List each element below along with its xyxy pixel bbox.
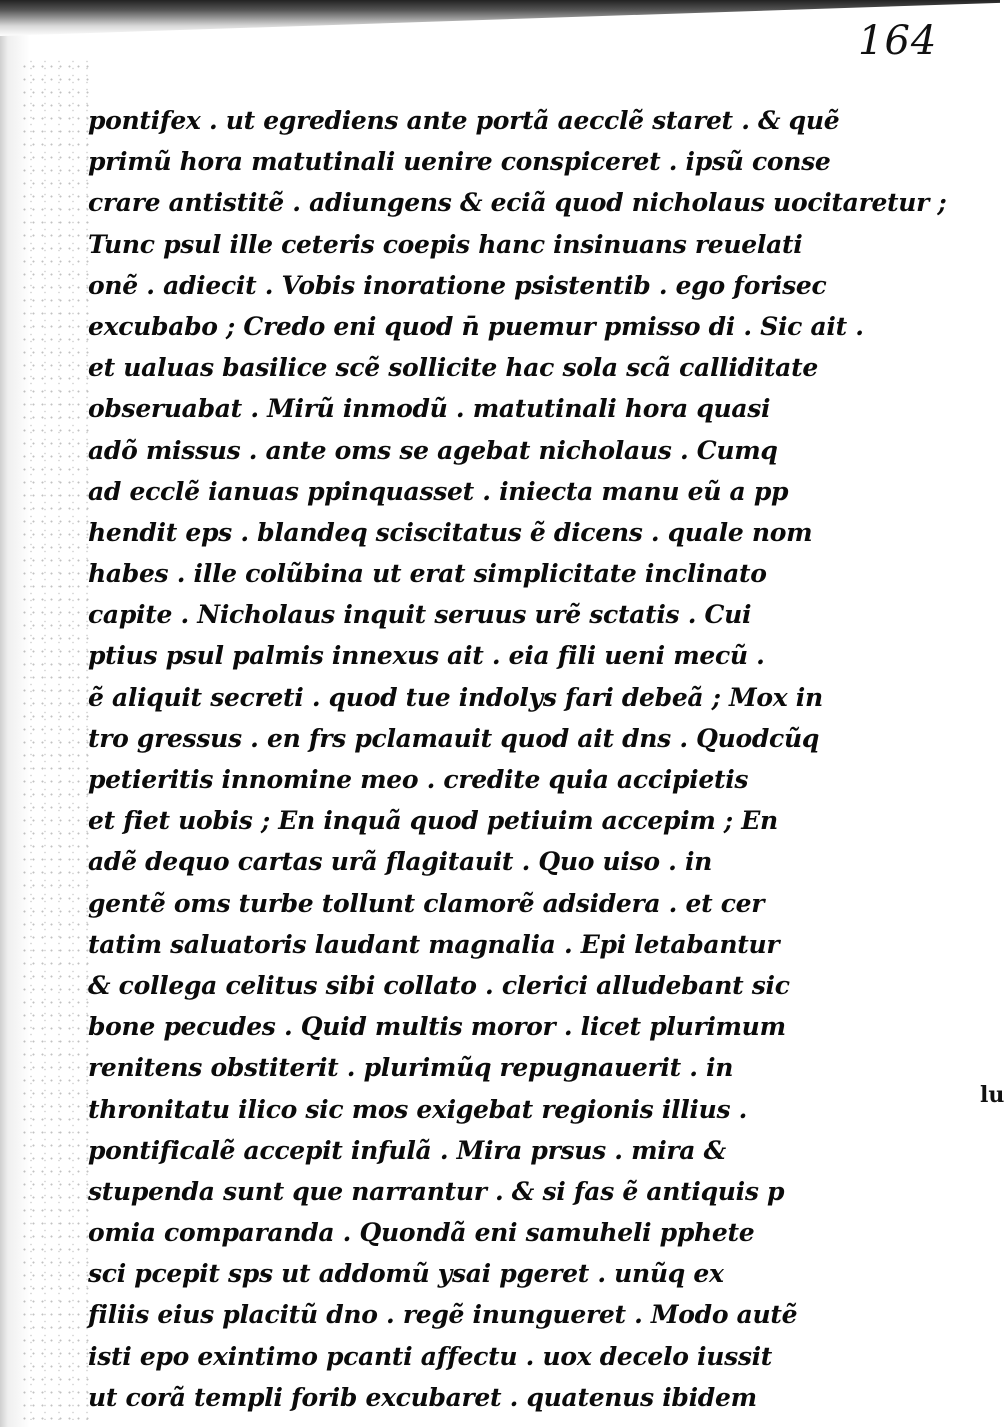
text-line: filiis eius placitũ dno . regẽ inungueret . Modo autẽ — [88, 1300, 798, 1330]
text-line: bone pecudes . Quid multis moror . licet plurimum — [88, 1012, 786, 1042]
text-line: omia comparanda . Quondã eni samuheli pphete — [88, 1218, 755, 1248]
text-line: & collega celitus sibi collato . clerici alludebant sic — [88, 970, 790, 1000]
text-line: ẽ aliquit secreti . quod tue indolys fari debeã ; Mox in — [88, 682, 823, 712]
text-line: renitens obstiterit . plurimũq repugnauerit . in — [88, 1053, 734, 1083]
text-line: primũ hora matutinali uenire conspiceret . ipsũ conse — [88, 147, 831, 177]
text-line: petieritis innomine meo . credite quia accipietis — [88, 765, 749, 794]
text-line: gentẽ oms turbe tollunt clamorẽ adsidera . et cer — [88, 888, 765, 918]
text-line: tatim saluatoris laudant magnalia . Epi letabantur — [88, 929, 780, 959]
text-line: adõ missus . ante oms se agebat nicholaus . Cumq — [88, 435, 778, 465]
text-line: onẽ . adiecit . Vobis inoratione psistentib . ego forisec — [88, 270, 827, 300]
text-line: excubabo ; Credo eni quod n̄ puemur pmisso di . Sic ait . — [88, 311, 864, 341]
text-line: ut corã templi forib excubaret . quatenus ibidem — [88, 1382, 757, 1412]
text-line: isti epo exintimo pcanti affectu . uox decelo iussit — [88, 1341, 773, 1371]
text-line: habes . ille colũbina ut erat simplicitate inclinato — [88, 559, 767, 589]
manuscript-text — [88, 100, 947, 1418]
text-line: pontificalẽ accepit infulã . Mira prsus . mira & — [88, 1135, 726, 1165]
text-line: ad ecclẽ ianuas ppinquasset . iniecta manu eũ a pp — [88, 476, 789, 506]
margin-mark: lu — [980, 1082, 1004, 1108]
text-line: Tunc psul ille ceteris coepis hanc insinuans reuelati — [88, 229, 803, 259]
page-speckle — [20, 60, 90, 1420]
text-line: thronitatu ilico sic mos exigebat regionis illius . — [88, 1094, 748, 1124]
text-line: et fiet uobis ; En inquã quod petiuim accepim ; En — [88, 806, 778, 836]
scan-top-shadow — [0, 0, 1000, 36]
text-line: obseruabat . Mirũ inmodũ . matutinali hora quasi — [88, 394, 771, 424]
text-line: et ualuas basilice scẽ sollicite hac sola scã calliditate — [88, 353, 818, 383]
text-line: tro gressus . en frs pclamauit quod ait dns . Quodcũq — [88, 723, 820, 753]
text-line: stupenda sunt que narrantur . & si fas ẽ antiquis p — [88, 1176, 785, 1206]
text-line: sci pcepit sps ut addomũ ysai pgeret . unũq ex — [88, 1259, 724, 1289]
folio-number: 164 — [858, 18, 938, 64]
text-line: capite . Nicholaus inquit seruus urẽ sctatis . Cui — [88, 600, 752, 630]
text-line: crare antistitẽ . adiungens & eciã quod nicholaus uocitaretur ; — [88, 188, 947, 218]
text-line: ptius psul palmis innexus ait . eia fili ueni mecũ . — [88, 641, 765, 671]
text-line: adẽ dequo cartas urã flagitauit . Quo uiso . in — [88, 847, 713, 877]
text-line: pontifex . ut egrediens ante portã aecclẽ staret . & quẽ — [88, 106, 840, 135]
text-line: hendit eps . blandeq sciscitatus ẽ dicens . quale nom — [88, 517, 813, 547]
